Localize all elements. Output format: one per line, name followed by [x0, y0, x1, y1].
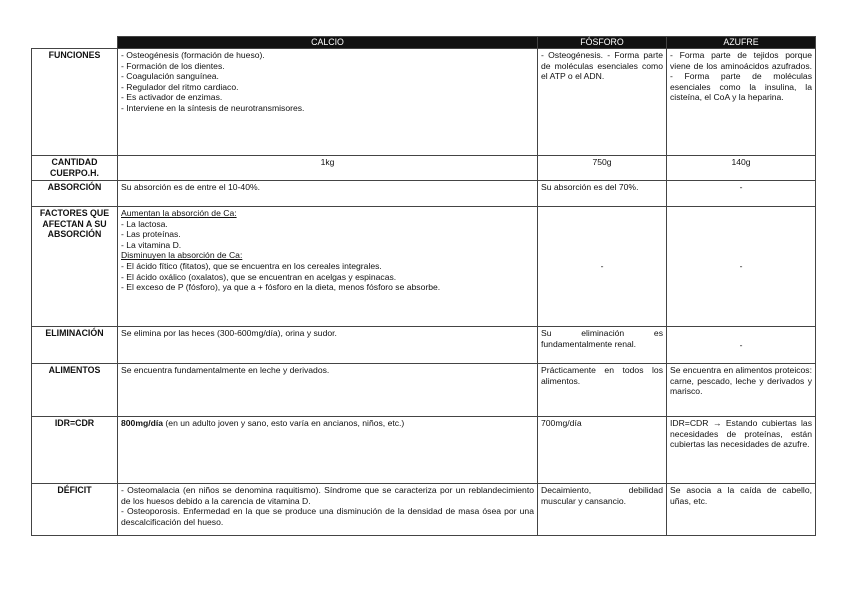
- row-label-alimentos: ALIMENTOS: [32, 364, 118, 417]
- row-label-factores: FACTORES QUE AFECTAN A SU ABSORCIÓN: [32, 207, 118, 327]
- azufre-funciones: - Forma parte de tejidos porque viene de los aminoácidos azufrados. - Forma parte de moléculas esenciales como la insulina, la cisteína, el CoA y la heparina.: [667, 49, 816, 156]
- row-label-eliminacion: ELIMINACIÓN: [32, 327, 118, 364]
- row-factores: [32, 207, 816, 327]
- list-item: - El ácido oxálico (oxalatos), que se encuentran en acelgas y espinacas.: [121, 271, 397, 282]
- azufre-eliminacion: -: [667, 327, 816, 364]
- row-label-deficit: DÉFICIT: [32, 484, 118, 536]
- calcio-deficit: [118, 484, 538, 536]
- fosforo-funciones: - Osteogénesis. - Forma parte de moléculas esenciales como el ATP o el ADN.: [538, 49, 667, 156]
- idr-value: 800mg/día: [121, 418, 164, 428]
- list-item: - Osteomalacia (en niños se denomina raquitismo). Síndrome que se caracteriza por un reblandecimiento de los huesos debido a la carencia de vitamina D.: [121, 485, 534, 506]
- row-label-cantidad: CANTIDAD CUERPO.H.: [32, 156, 118, 181]
- calcio-factores: [118, 207, 538, 327]
- row-eliminacion: [32, 327, 816, 364]
- calcio-absorcion: Su absorción es de entre el 10-40%.: [118, 181, 538, 207]
- list-item: - Osteoporosis. Enfermedad en la que se produce una disminución de la densidad de masa ósea por una descalcificación del hueso.: [121, 506, 534, 527]
- header-fosforo: FÓSFORO: [538, 37, 667, 49]
- list-item: - Regulador del ritmo cardiaco.: [121, 81, 239, 92]
- row-idr: [32, 417, 816, 484]
- header-azufre: AZUFRE: [667, 37, 816, 49]
- list-item: - Formación de los dientes.: [121, 60, 225, 71]
- azufre-alimentos: Se encuentra en alimentos proteicos: carne, pescado, leche y derivados y marisco.: [667, 364, 816, 417]
- row-funciones: [32, 49, 816, 156]
- azufre-deficit: Se asocia a la caída de cabello, uñas, etc.: [667, 484, 816, 536]
- header-row: [32, 37, 816, 49]
- calcio-alimentos: Se encuentra fundamentalmente en leche y derivados.: [118, 364, 538, 417]
- fosforo-alimentos: Prácticamente en todos los alimentos.: [538, 364, 667, 417]
- idr-note: (en un adulto joven y sano, esto varía en ancianos, niños, etc.): [163, 418, 405, 428]
- fosforo-absorcion: Su absorción es del 70%.: [538, 181, 667, 207]
- fosforo-cantidad: 750g: [538, 156, 667, 181]
- list-item: - La vitamina D.: [121, 239, 182, 250]
- row-label-absorcion: ABSORCIÓN: [32, 181, 118, 207]
- list-item: - Interviene en la síntesis de neurotransmisores.: [121, 102, 305, 113]
- row-deficit: [32, 484, 816, 536]
- disminuyen-title: Disminuyen la absorción de Ca:: [121, 250, 243, 261]
- nutrient-table: [31, 36, 816, 536]
- azufre-cantidad: 140g: [667, 156, 816, 181]
- calcio-idr: [118, 417, 538, 484]
- list-item: - Coagulación sanguínea.: [121, 71, 219, 82]
- calcio-funciones: [118, 49, 538, 156]
- row-absorcion: [32, 181, 816, 207]
- azufre-idr: IDR=CDR → Estando cubiertas las necesidades de proteínas, están cubiertas las necesidades de azufre.: [667, 417, 816, 484]
- calcio-eliminacion: Se elimina por las heces (300-600mg/día), orina y sudor.: [118, 327, 538, 364]
- aumentan-title: Aumentan la absorción de Ca:: [121, 208, 237, 218]
- row-label-funciones: FUNCIONES: [32, 49, 118, 156]
- fosforo-idr: 700mg/día: [538, 417, 667, 484]
- list-item: - Es activador de enzimas.: [121, 92, 223, 103]
- list-item: - Osteogénesis (formación de hueso).: [121, 50, 265, 60]
- list-item: - El ácido fítico (fitatos), que se encuentra en los cereales integrales.: [121, 260, 382, 271]
- azufre-factores: -: [667, 207, 816, 327]
- header-blank: [32, 37, 118, 49]
- list-item: - La lactosa.: [121, 218, 168, 229]
- calcio-cantidad: 1kg: [118, 156, 538, 181]
- row-cantidad: [32, 156, 816, 181]
- row-alimentos: [32, 364, 816, 417]
- azufre-absorcion: -: [667, 181, 816, 207]
- fosforo-deficit: Decaimiento, debilidad muscular y cansancio.: [538, 484, 667, 536]
- fosforo-factores: -: [538, 207, 667, 327]
- list-item: - Las proteínas.: [121, 229, 181, 240]
- row-label-idr: IDR=CDR: [32, 417, 118, 484]
- fosforo-eliminacion: Su eliminación es fundamentalmente renal.: [538, 327, 667, 364]
- list-item: - El exceso de P (fósforo), ya que a + fósforo en la dieta, menos fósforo se absorbe.: [121, 282, 441, 293]
- header-calcio: CALCIO: [118, 37, 538, 49]
